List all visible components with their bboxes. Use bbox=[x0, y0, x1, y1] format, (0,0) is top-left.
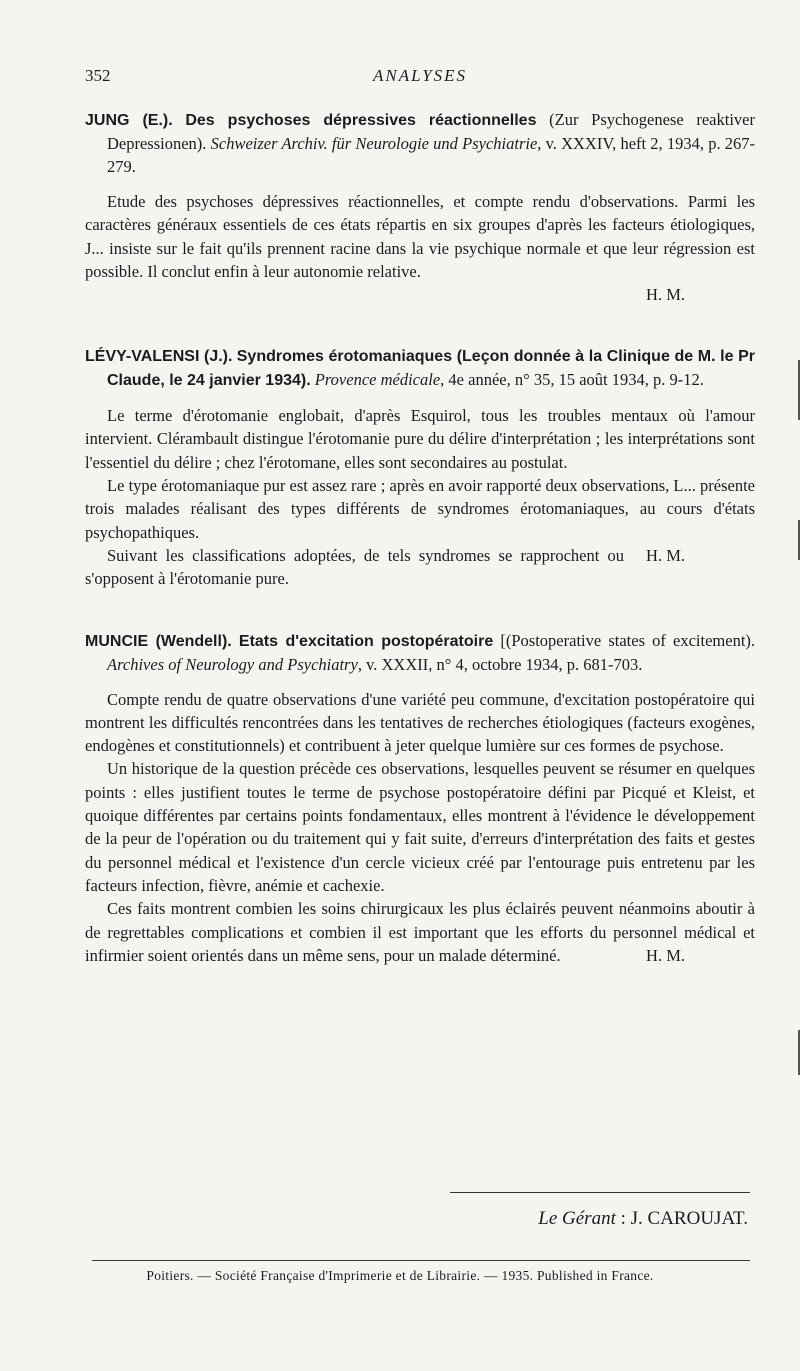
abstract-paragraph: Un historique de la question précède ces observations, lesquelles peuvent se résumer en quelques points : elles justifient toutes le terme de psychose postopératoire défini par Picqué et Kleist, et quoique différentes par certains points fondamentaux, elles montrent à l'évidence le développement de la peur de l'opération ou du traitement qui y fait suite, d'erreurs d'interprétation des faits et gestes du personnel médical et l'existence d'un cercle vicieux créé par l'entourage puis entretenu par les facteurs infection, fièvre, anémie et cachexie. bbox=[85, 759, 755, 895]
manager-line bbox=[538, 1208, 748, 1230]
article-title: Des psychoses dépressives réactionnelles bbox=[185, 112, 537, 129]
reference-tail: , v. XXXIV, heft 2, 1934, p. 267-279. bbox=[107, 134, 756, 176]
manager-name: J. CAROUJAT. bbox=[630, 1208, 748, 1229]
abstract-paragraph: Le terme d'érotomanie englobait, d'après Esquirol, tous les troubles mentaux où l'amour intervient. Clérambault distingue l'érotomanie pure du délire d'interprétation ; les interprétations sont l'essentiel du délire ; chez l'érotomane, elles sont secondaires au postulat. bbox=[85, 406, 755, 472]
reviewer-signature: H. M. bbox=[646, 545, 685, 565]
journal-name: Provence médicale bbox=[314, 370, 441, 390]
abstract-paragraph-with-signature bbox=[85, 544, 755, 591]
bibliographic-reference bbox=[85, 344, 755, 392]
page-content bbox=[85, 66, 755, 967]
journal-name: Archives of Neurology and Psychiatry bbox=[107, 654, 358, 674]
article-title: Etats d'excitation postopératoire bbox=[238, 632, 494, 650]
bibliographic-reference bbox=[85, 629, 755, 676]
manager-separator: : bbox=[615, 1208, 631, 1229]
manager-label: Le Gérant bbox=[538, 1208, 616, 1229]
article-title: Syndromes érotomaniaques (Leçon donnée à la Clinique de M. le Pr Claude, le 24 janvier 1934). bbox=[107, 348, 755, 390]
abstract-paragraph: Etude des psychoses dépressives réactionnelles, et compte rendu d'observations. Parmi les caractères généraux essentiels de ces états répartis en six groupes d'après les facteurs étiologiques, J... insiste sur le fait qu'ils prennent racine dans la vie psychique normale et que leur régression est possible. Il conclut enfin à leur autonomie relative. bbox=[85, 192, 755, 281]
reference-tail: , v. XXXII, n° 4, octobre 1934, p. 681-703. bbox=[357, 654, 643, 674]
running-header bbox=[85, 66, 755, 94]
running-title: ANALYSES bbox=[372, 66, 468, 85]
reference-detail: [(Postoperative states of excitement). bbox=[493, 630, 756, 650]
author: LÉVY-VALENSI (J.). bbox=[85, 348, 233, 366]
printer-imprint: Poitiers. — Société Française d'Imprimerie et de Librairie. — 1935. Published in France. bbox=[146, 1268, 654, 1283]
bibliographic-reference bbox=[85, 108, 755, 178]
author: MUNCIE (Wendell). bbox=[85, 632, 232, 650]
abstract-paragraph-with-signature bbox=[85, 897, 755, 967]
reviewer-signature: H. M. bbox=[646, 945, 685, 965]
footer-divider bbox=[92, 1260, 750, 1261]
divider bbox=[450, 1192, 750, 1193]
abstract-paragraph: Le type érotomaniaque pur est assez rare ; après en avoir rapporté deux observations, L... présente trois malades réalisant des types différents de syndromes érotomaniaques, au cours d'états psychopathiques. bbox=[85, 476, 755, 542]
review-entry-muncie bbox=[85, 629, 755, 968]
review-entry-jung bbox=[85, 108, 755, 306]
paragraph-text: Suivant les classifications adoptées, de tels syndromes se rapprochent ou s'opposent à l'érotomanie pure. bbox=[85, 545, 625, 589]
author: JUNG (E.). bbox=[85, 112, 173, 129]
reference-detail: (Zur Psychogenese reaktiver Depressionen). bbox=[107, 110, 755, 153]
abstract-paragraph: Compte rendu de quatre observations d'une variété peu commune, d'excitation postopératoire qui montrent les difficultés rencontrées dans les tentatives de recherches étiologiques (facteurs exogènes, endogènes et constitutionnels) et contribuent à jeter quelque lumière sur ces formes de psychose. bbox=[85, 689, 755, 756]
reference-tail: , 4e année, n° 35, 15 août 1934, p. 9-12. bbox=[440, 370, 704, 390]
journal-name: Schweizer Archiv. für Neurologie und Psychiatrie bbox=[210, 134, 538, 153]
page-number: 352 bbox=[85, 66, 111, 85]
review-entry-levy-valensi bbox=[85, 344, 755, 590]
paragraph-text: Ces faits montrent combien les soins chirurgicaux les plus éclairés peuvent néanmoins aboutir à de regrettables complications et combien il est important que les efforts du personnel médical et infirmier soient orientés dans un même sens, pour un malade déterminé. bbox=[85, 899, 755, 965]
reviewer-signature: H. M. bbox=[646, 285, 685, 305]
